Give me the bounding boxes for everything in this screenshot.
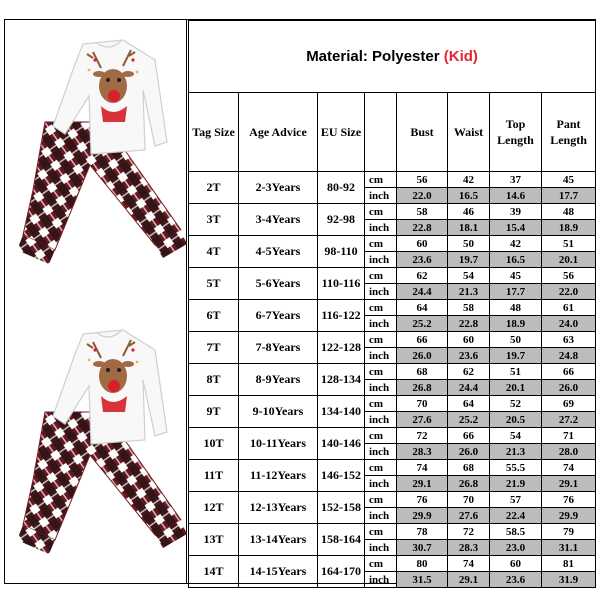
waist-inch-cell: 26.0 bbox=[448, 444, 490, 460]
waist-inch-cell: 28.3 bbox=[448, 540, 490, 556]
pajama-image-bottom bbox=[5, 320, 187, 570]
pant-length-cm-cell: 51 bbox=[542, 236, 596, 252]
tag-size-cell: 12T bbox=[189, 492, 239, 524]
age-advice-cell: 10-11Years bbox=[239, 428, 318, 460]
tag-size-cell: 5T bbox=[189, 268, 239, 300]
waist-cm-cell: 62 bbox=[448, 364, 490, 380]
waist-cm-cell: 60 bbox=[448, 332, 490, 348]
header-eu-size: EU Size bbox=[318, 93, 365, 172]
bust-cm-cell: 76 bbox=[397, 492, 448, 508]
unit-inch-cell: inch bbox=[365, 508, 397, 524]
age-advice-cell: 13-14Years bbox=[239, 524, 318, 556]
bust-cm-cell: 62 bbox=[397, 268, 448, 284]
top-length-cm-cell: 51 bbox=[490, 364, 542, 380]
bust-inch-cell: 22.8 bbox=[397, 220, 448, 236]
waist-inch-cell: 22.8 bbox=[448, 316, 490, 332]
pant-length-cm-cell: 76 bbox=[542, 492, 596, 508]
unit-inch-cell: inch bbox=[365, 412, 397, 428]
table-row-cm bbox=[189, 332, 596, 348]
pant-length-inch-cell: 24.8 bbox=[542, 348, 596, 364]
bust-cm-cell: 80 bbox=[397, 556, 448, 572]
eu-size-cell: 98-110 bbox=[318, 236, 365, 268]
pant-length-inch-cell: 18.9 bbox=[542, 220, 596, 236]
bust-inch-cell: 22.0 bbox=[397, 188, 448, 204]
table-row-cm bbox=[189, 300, 596, 316]
waist-inch-cell: 23.6 bbox=[448, 348, 490, 364]
tag-size-cell: 8T bbox=[189, 364, 239, 396]
table-row-cm bbox=[189, 492, 596, 508]
unit-inch-cell: inch bbox=[365, 348, 397, 364]
header-unit bbox=[365, 93, 397, 172]
top-length-inch-cell: 23.0 bbox=[490, 540, 542, 556]
pant-length-inch-cell: 31.1 bbox=[542, 540, 596, 556]
tag-size-cell: 2T bbox=[189, 172, 239, 204]
bust-cm-cell: 78 bbox=[397, 524, 448, 540]
header-pant-length bbox=[542, 93, 596, 172]
unit-cm-cell: cm bbox=[365, 428, 397, 444]
top-length-cm-cell: 60 bbox=[490, 556, 542, 572]
product-image-column bbox=[5, 20, 187, 583]
top-length-cm-cell: 50 bbox=[490, 332, 542, 348]
waist-cm-cell: 64 bbox=[448, 396, 490, 412]
eu-size-cell: 146-152 bbox=[318, 460, 365, 492]
age-advice-cell: 7-8Years bbox=[239, 332, 318, 364]
table-row-cm bbox=[189, 172, 596, 188]
unit-cm-cell: cm bbox=[365, 332, 397, 348]
eu-size-cell: 152-158 bbox=[318, 492, 365, 524]
pant-length-inch-cell: 27.2 bbox=[542, 412, 596, 428]
table-row-cm bbox=[189, 236, 596, 252]
unit-cm-cell: cm bbox=[365, 364, 397, 380]
top-length-cm-cell: 37 bbox=[490, 172, 542, 188]
unit-cm-cell: cm bbox=[365, 396, 397, 412]
age-advice-cell: 8-9Years bbox=[239, 364, 318, 396]
pajama-image-top bbox=[5, 30, 187, 280]
header-pant-length-1: Pant bbox=[556, 116, 581, 131]
waist-cm-cell: 74 bbox=[448, 556, 490, 572]
top-length-cm-cell: 58.5 bbox=[490, 524, 542, 540]
table-row-cm bbox=[189, 460, 596, 476]
age-advice-cell: 2-3Years bbox=[239, 172, 318, 204]
unit-cm-cell: cm bbox=[365, 204, 397, 220]
tag-size-cell: 10T bbox=[189, 428, 239, 460]
bust-cm-cell: 56 bbox=[397, 172, 448, 188]
unit-inch-cell: inch bbox=[365, 540, 397, 556]
table-row-cm bbox=[189, 204, 596, 220]
pant-length-cm-cell: 56 bbox=[542, 268, 596, 284]
pant-length-cm-cell: 48 bbox=[542, 204, 596, 220]
bust-inch-cell: 29.1 bbox=[397, 476, 448, 492]
bust-cm-cell: 72 bbox=[397, 428, 448, 444]
bust-cm-cell: 74 bbox=[397, 460, 448, 476]
bust-inch-cell: 27.6 bbox=[397, 412, 448, 428]
bust-inch-cell: 23.6 bbox=[397, 252, 448, 268]
pant-length-cm-cell: 66 bbox=[542, 364, 596, 380]
header-bust: Bust bbox=[397, 93, 448, 172]
table-row-cm bbox=[189, 268, 596, 284]
top-length-inch-cell: 20.5 bbox=[490, 412, 542, 428]
top-length-inch-cell: 21.9 bbox=[490, 476, 542, 492]
header-tag-size: Tag Size bbox=[189, 93, 239, 172]
pant-length-inch-cell: 24.0 bbox=[542, 316, 596, 332]
header-waist: Waist bbox=[448, 93, 490, 172]
pant-length-inch-cell: 28.0 bbox=[542, 444, 596, 460]
unit-inch-cell: inch bbox=[365, 444, 397, 460]
eu-size-cell: 92-98 bbox=[318, 204, 365, 236]
waist-cm-cell: 72 bbox=[448, 524, 490, 540]
unit-cm-cell: cm bbox=[365, 172, 397, 188]
tag-size-cell: 3T bbox=[189, 204, 239, 236]
eu-size-cell: 80-92 bbox=[318, 172, 365, 204]
waist-inch-cell: 18.1 bbox=[448, 220, 490, 236]
waist-inch-cell: 29.1 bbox=[448, 572, 490, 588]
top-length-cm-cell: 57 bbox=[490, 492, 542, 508]
waist-inch-cell: 16.5 bbox=[448, 188, 490, 204]
unit-inch-cell: inch bbox=[365, 380, 397, 396]
top-length-cm-cell: 52 bbox=[490, 396, 542, 412]
top-length-inch-cell: 14.6 bbox=[490, 188, 542, 204]
bust-inch-cell: 25.2 bbox=[397, 316, 448, 332]
tag-size-cell: 6T bbox=[189, 300, 239, 332]
bust-cm-cell: 58 bbox=[397, 204, 448, 220]
waist-cm-cell: 68 bbox=[448, 460, 490, 476]
table-row-cm bbox=[189, 396, 596, 412]
waist-cm-cell: 66 bbox=[448, 428, 490, 444]
top-length-cm-cell: 55.5 bbox=[490, 460, 542, 476]
top-length-inch-cell: 22.4 bbox=[490, 508, 542, 524]
bust-inch-cell: 28.3 bbox=[397, 444, 448, 460]
unit-inch-cell: inch bbox=[365, 220, 397, 236]
top-length-cm-cell: 48 bbox=[490, 300, 542, 316]
bust-cm-cell: 66 bbox=[397, 332, 448, 348]
waist-inch-cell: 21.3 bbox=[448, 284, 490, 300]
bust-inch-cell: 24.4 bbox=[397, 284, 448, 300]
pant-length-cm-cell: 79 bbox=[542, 524, 596, 540]
size-table bbox=[188, 20, 596, 588]
waist-cm-cell: 50 bbox=[448, 236, 490, 252]
table-row-cm bbox=[189, 428, 596, 444]
pant-length-inch-cell: 22.0 bbox=[542, 284, 596, 300]
eu-size-cell: 122-128 bbox=[318, 332, 365, 364]
top-length-cm-cell: 39 bbox=[490, 204, 542, 220]
bust-cm-cell: 64 bbox=[397, 300, 448, 316]
tag-size-cell: 14T bbox=[189, 556, 239, 588]
unit-cm-cell: cm bbox=[365, 236, 397, 252]
bust-cm-cell: 60 bbox=[397, 236, 448, 252]
tag-size-cell: 13T bbox=[189, 524, 239, 556]
eu-size-cell: 128-134 bbox=[318, 364, 365, 396]
title-kid: (Kid) bbox=[443, 48, 478, 65]
top-length-inch-cell: 19.7 bbox=[490, 348, 542, 364]
eu-size-cell: 140-146 bbox=[318, 428, 365, 460]
eu-size-cell: 110-116 bbox=[318, 268, 365, 300]
unit-inch-cell: inch bbox=[365, 316, 397, 332]
header-top-length bbox=[490, 93, 542, 172]
waist-cm-cell: 58 bbox=[448, 300, 490, 316]
tag-size-cell: 7T bbox=[189, 332, 239, 364]
title-text: Material: Polyester bbox=[306, 48, 444, 65]
bust-cm-cell: 68 bbox=[397, 364, 448, 380]
waist-cm-cell: 54 bbox=[448, 268, 490, 284]
bust-inch-cell: 31.5 bbox=[397, 572, 448, 588]
pant-length-inch-cell: 29.1 bbox=[542, 476, 596, 492]
waist-inch-cell: 19.7 bbox=[448, 252, 490, 268]
unit-inch-cell: inch bbox=[365, 188, 397, 204]
pant-length-cm-cell: 71 bbox=[542, 428, 596, 444]
table-title bbox=[189, 21, 596, 93]
top-length-inch-cell: 21.3 bbox=[490, 444, 542, 460]
tag-size-cell: 9T bbox=[189, 396, 239, 428]
top-length-inch-cell: 20.1 bbox=[490, 380, 542, 396]
table-row-cm bbox=[189, 524, 596, 540]
eu-size-cell: 164-170 bbox=[318, 556, 365, 588]
top-length-cm-cell: 42 bbox=[490, 236, 542, 252]
unit-cm-cell: cm bbox=[365, 268, 397, 284]
top-length-inch-cell: 16.5 bbox=[490, 252, 542, 268]
unit-inch-cell: inch bbox=[365, 252, 397, 268]
top-length-inch-cell: 23.6 bbox=[490, 572, 542, 588]
tag-size-cell: 4T bbox=[189, 236, 239, 268]
unit-cm-cell: cm bbox=[365, 524, 397, 540]
age-advice-cell: 12-13Years bbox=[239, 492, 318, 524]
eu-size-cell: 134-140 bbox=[318, 396, 365, 428]
age-advice-cell: 3-4Years bbox=[239, 204, 318, 236]
bust-cm-cell: 70 bbox=[397, 396, 448, 412]
unit-cm-cell: cm bbox=[365, 460, 397, 476]
table-row-cm bbox=[189, 556, 596, 572]
top-length-inch-cell: 17.7 bbox=[490, 284, 542, 300]
waist-inch-cell: 24.4 bbox=[448, 380, 490, 396]
waist-inch-cell: 25.2 bbox=[448, 412, 490, 428]
age-advice-cell: 14-15Years bbox=[239, 556, 318, 588]
header-top-length-1: Top bbox=[505, 116, 526, 131]
top-length-inch-cell: 15.4 bbox=[490, 220, 542, 236]
age-advice-cell: 5-6Years bbox=[239, 268, 318, 300]
pant-length-cm-cell: 74 bbox=[542, 460, 596, 476]
eu-size-cell: 158-164 bbox=[318, 524, 365, 556]
pant-length-inch-cell: 29.9 bbox=[542, 508, 596, 524]
age-advice-cell: 11-12Years bbox=[239, 460, 318, 492]
table-row-cm bbox=[189, 364, 596, 380]
header-age-advice: Age Advice bbox=[239, 93, 318, 172]
bust-inch-cell: 30.7 bbox=[397, 540, 448, 556]
bust-inch-cell: 26.8 bbox=[397, 380, 448, 396]
waist-inch-cell: 26.8 bbox=[448, 476, 490, 492]
pant-length-inch-cell: 17.7 bbox=[542, 188, 596, 204]
top-length-inch-cell: 18.9 bbox=[490, 316, 542, 332]
top-length-cm-cell: 45 bbox=[490, 268, 542, 284]
bust-inch-cell: 29.9 bbox=[397, 508, 448, 524]
pant-length-inch-cell: 31.9 bbox=[542, 572, 596, 588]
pant-length-cm-cell: 61 bbox=[542, 300, 596, 316]
age-advice-cell: 6-7Years bbox=[239, 300, 318, 332]
header-top-length-2: Length bbox=[497, 133, 534, 147]
bust-inch-cell: 26.0 bbox=[397, 348, 448, 364]
pant-length-cm-cell: 63 bbox=[542, 332, 596, 348]
age-advice-cell: 4-5Years bbox=[239, 236, 318, 268]
unit-inch-cell: inch bbox=[365, 476, 397, 492]
age-advice-cell: 9-10Years bbox=[239, 396, 318, 428]
waist-cm-cell: 42 bbox=[448, 172, 490, 188]
unit-cm-cell: cm bbox=[365, 556, 397, 572]
eu-size-cell: 116-122 bbox=[318, 300, 365, 332]
waist-cm-cell: 70 bbox=[448, 492, 490, 508]
unit-cm-cell: cm bbox=[365, 300, 397, 316]
tag-size-cell: 11T bbox=[189, 460, 239, 492]
pant-length-inch-cell: 26.0 bbox=[542, 380, 596, 396]
unit-inch-cell: inch bbox=[365, 572, 397, 588]
pant-length-cm-cell: 81 bbox=[542, 556, 596, 572]
waist-inch-cell: 27.6 bbox=[448, 508, 490, 524]
pant-length-cm-cell: 45 bbox=[542, 172, 596, 188]
unit-cm-cell: cm bbox=[365, 492, 397, 508]
pant-length-inch-cell: 20.1 bbox=[542, 252, 596, 268]
header-pant-length-2: Length bbox=[550, 133, 587, 147]
pant-length-cm-cell: 69 bbox=[542, 396, 596, 412]
size-chart-frame bbox=[4, 19, 596, 584]
waist-cm-cell: 46 bbox=[448, 204, 490, 220]
unit-inch-cell: inch bbox=[365, 284, 397, 300]
top-length-cm-cell: 54 bbox=[490, 428, 542, 444]
